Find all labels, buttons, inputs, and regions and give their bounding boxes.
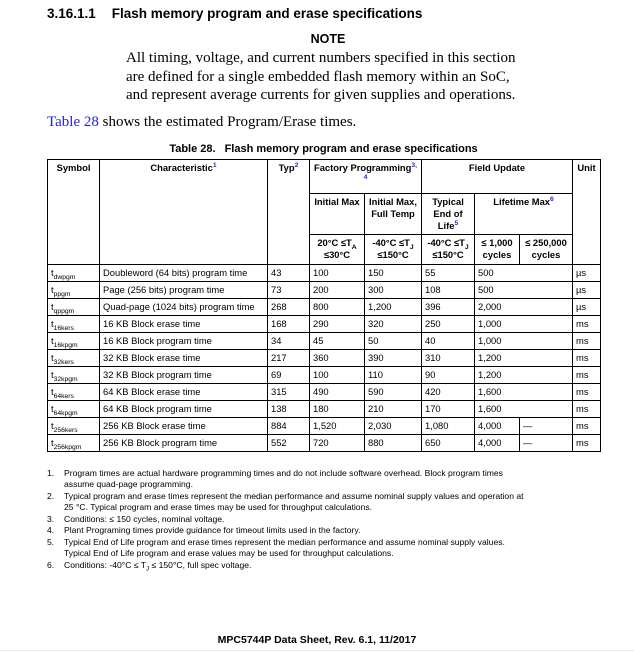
typical-end-of-life-cell: 40 — [422, 332, 475, 349]
footnote-number: 5. — [47, 536, 55, 547]
section-heading — [47, 6, 634, 21]
table-caption-title: Flash memory program and erase specifications — [224, 142, 478, 155]
document-page — [0, 6, 634, 646]
footnote-ref-5[interactable]: 5 — [454, 219, 459, 227]
factory-initial-max-cell: 490 — [310, 383, 365, 400]
unit-cell: µs — [573, 281, 601, 298]
symbol-cell: $t_{256kers}$ — [48, 417, 100, 434]
typ-cell: 315 — [268, 383, 310, 400]
lifetime-1000-cycles-cell: 4,000 — [475, 417, 520, 434]
characteristic-cell: Page (256 bits) program time — [100, 281, 268, 298]
table-row — [48, 281, 601, 298]
col-header-lifetime-max: Lifetime Max$^6$ — [475, 193, 573, 234]
col-header-typical-end-of-life: Typical End of Life$^5$ — [422, 193, 475, 234]
characteristic-cell: 64 KB Block erase time — [100, 383, 268, 400]
characteristic-cell: 32 KB Block program time — [100, 366, 268, 383]
typical-end-of-life-cell: 1,080 — [422, 417, 475, 434]
characteristic-cell: 32 KB Block erase time — [100, 349, 268, 366]
footnote-text: Conditions: $-40^\circ C \le T_J \le 150^\circ C$, full spec voltage. — [64, 559, 252, 573]
unit-cell: µs — [573, 298, 601, 315]
table-row — [48, 315, 601, 332]
symbol-cell: $t_{32kers}$ — [48, 349, 100, 366]
symbol-cell: $t_{256kpgm}$ — [48, 434, 100, 451]
typical-end-of-life-cell: 396 — [422, 298, 475, 315]
footnote — [47, 491, 567, 514]
typ-cell: 73 — [268, 281, 310, 298]
lifetime-max-cell: 500 — [475, 281, 573, 298]
factory-initial-max-full-temp-cell: 1,200 — [365, 298, 422, 315]
col-header-temp-tj-factory: $-40^\circ C \le T_J$ ≤150°C — [365, 234, 422, 264]
factory-initial-max-cell: 45 — [310, 332, 365, 349]
factory-initial-max-cell: 290 — [310, 315, 365, 332]
unit-cell: ms — [573, 315, 601, 332]
table-caption-label: Table 28. — [169, 142, 216, 155]
table-row — [48, 366, 601, 383]
lifetime-1000-cycles-cell: 4,000 — [475, 434, 520, 451]
factory-initial-max-cell: 100 — [310, 366, 365, 383]
factory-initial-max-full-temp-cell: 2,030 — [365, 417, 422, 434]
col-header-temp-tj-field: $-40^\circ C \le T_J$ ≤150°C — [422, 234, 475, 264]
typ-cell: 34 — [268, 332, 310, 349]
factory-initial-max-full-temp-cell: 300 — [365, 281, 422, 298]
typical-end-of-life-cell: 250 — [422, 315, 475, 332]
footnote — [47, 468, 567, 491]
lifetime-max-cell: 1,200 — [475, 366, 573, 383]
lifetime-250000-cycles-cell: — — [520, 434, 573, 451]
footnote-text: Conditions: ≤ 150 cycles, nominal voltage. — [64, 513, 225, 524]
characteristic-cell: 64 KB Block program time — [100, 400, 268, 417]
symbol-cell: $t_{64kpgm}$ — [48, 400, 100, 417]
unit-cell: ms — [573, 383, 601, 400]
typ-cell: 69 — [268, 366, 310, 383]
col-header-symbol: Symbol — [48, 159, 100, 264]
footnotes-block — [47, 468, 567, 572]
unit-cell: ms — [573, 332, 601, 349]
lifetime-max-cell: 2,000 — [475, 298, 573, 315]
factory-initial-max-cell: 200 — [310, 281, 365, 298]
col-header-initial-max-full-temp: Initial Max, Full Temp — [365, 193, 422, 234]
unit-cell: ms — [573, 366, 601, 383]
table-caption — [47, 143, 600, 155]
table-row — [48, 264, 601, 281]
table-row — [48, 298, 601, 315]
page-footer: MPC5744P Data Sheet, Rev. 6.1, 11/2017 — [217, 634, 417, 646]
characteristic-cell: 256 KB Block program time — [100, 434, 268, 451]
table-row — [48, 383, 601, 400]
footnote-number: 4. — [47, 525, 55, 535]
lifetime-max-cell: 1,000 — [475, 315, 573, 332]
footnote-ref-6[interactable]: 6 — [550, 195, 554, 203]
typical-end-of-life-cell: 170 — [422, 400, 475, 417]
typical-end-of-life-cell: 108 — [422, 281, 475, 298]
table-row — [48, 417, 601, 434]
factory-initial-max-full-temp-cell: 150 — [365, 264, 422, 281]
col-header-unit: Unit — [573, 159, 601, 264]
typical-end-of-life-cell: 310 — [422, 349, 475, 366]
symbol-cell: $t_{qppgm}$ — [48, 298, 100, 315]
table-row — [48, 349, 601, 366]
typ-cell: 217 — [268, 349, 310, 366]
characteristic-cell: Doubleword (64 bits) program time — [100, 264, 268, 281]
characteristic-cell: Quad-page (1024 bits) program time — [100, 298, 268, 315]
col-header-characteristic: Characteristic$^1$ — [100, 159, 268, 264]
unit-cell: µs — [573, 264, 601, 281]
lifetime-max-cell: 1,600 — [475, 400, 573, 417]
factory-initial-max-full-temp-cell: 880 — [365, 434, 422, 451]
factory-initial-max-cell: 720 — [310, 434, 365, 451]
factory-initial-max-cell: 800 — [310, 298, 365, 315]
footnote-ref-3-4[interactable]: 3, 4 — [363, 161, 418, 181]
col-header-temp-ta: $20^\circ C \le T_A$ ≤30°C — [310, 234, 365, 264]
factory-initial-max-full-temp-cell: 320 — [365, 315, 422, 332]
symbol-cell: $t_{dwpgm}$ — [48, 264, 100, 281]
footnote — [47, 537, 567, 560]
unit-cell: ms — [573, 349, 601, 366]
table-row — [48, 434, 601, 451]
typical-end-of-life-cell: 420 — [422, 383, 475, 400]
typical-end-of-life-cell: 90 — [422, 366, 475, 383]
typ-cell: 552 — [268, 434, 310, 451]
symbol-cell: $t_{64kers}$ — [48, 383, 100, 400]
symbol-cell: $t_{16kers}$ — [48, 315, 100, 332]
footnote-number: 2. — [47, 490, 55, 501]
factory-initial-max-full-temp-cell: 110 — [365, 366, 422, 383]
typ-cell: 268 — [268, 298, 310, 315]
symbol-cell: $t_{32kpgm}$ — [48, 366, 100, 383]
lifetime-max-cell: 1,600 — [475, 383, 573, 400]
col-header-1000-cycles: ≤ 1,000 cycles — [475, 234, 520, 264]
characteristic-cell: 16 KB Block erase time — [100, 315, 268, 332]
note-text: All timing, voltage, and current numbers specified in this section are defined for a single embedded flash memory within an SoC, and represent average currents for given supplies and operations. — [126, 50, 516, 103]
lifetime-max-cell: 1,000 — [475, 332, 573, 349]
footnote-ref-2[interactable]: 2 — [294, 161, 299, 169]
symbol-cell: $t_{ppgm}$ — [48, 281, 100, 298]
table-28-link[interactable]: Table 28 — [47, 113, 99, 130]
footnote-text: Plant Programing times provide guidance for timeout limits used in the factory. — [64, 525, 361, 535]
factory-initial-max-full-temp-cell: 50 — [365, 332, 422, 349]
section-number: 3.16.1.1 — [47, 6, 96, 21]
typical-end-of-life-cell: 650 — [422, 434, 475, 451]
typ-cell: 168 — [268, 315, 310, 332]
intro-rest: shows the estimated Program/Erase times. — [98, 113, 357, 130]
footnote — [47, 560, 567, 572]
footnote — [47, 525, 567, 537]
footnote-text: Typical program and erase times represent the median performance and assume nominal supply values and operation at 25 °C. Typical program and erase times may be used for throughput calculations. — [64, 490, 524, 512]
footnote-number: 1. — [47, 467, 55, 478]
footnote-text: Typical End of Life program and erase times represent the median performance and assume nominal supply values. Typical End of Life program and erase values may be used for throughput calculations. — [64, 536, 505, 558]
table-row — [48, 400, 601, 417]
col-header-field-update: Field Update — [422, 159, 573, 193]
typ-cell: 138 — [268, 400, 310, 417]
table-row — [48, 332, 601, 349]
footnote-ref-1[interactable]: 1 — [212, 161, 217, 169]
characteristic-cell: 16 KB Block program time — [100, 332, 268, 349]
characteristic-cell: 256 KB Block erase time — [100, 417, 268, 434]
col-header-initial-max: Initial Max — [310, 193, 365, 234]
lifetime-max-cell: 1,200 — [475, 349, 573, 366]
typical-end-of-life-cell: 55 — [422, 264, 475, 281]
lifetime-max-cell: 500 — [475, 264, 573, 281]
factory-initial-max-cell: 100 — [310, 264, 365, 281]
unit-cell: ms — [573, 417, 601, 434]
factory-initial-max-cell: 1,520 — [310, 417, 365, 434]
intro-paragraph — [47, 114, 634, 131]
col-header-250000-cycles: ≤ 250,000 cycles — [520, 234, 573, 264]
footnote-number: 6. — [47, 559, 55, 570]
footnote-text: Program times are actual hardware programming times and do not include software overhead. Block program times assume quad-page programming. — [64, 467, 503, 489]
factory-initial-max-cell: 180 — [310, 400, 365, 417]
footnote — [47, 514, 567, 526]
factory-initial-max-full-temp-cell: 590 — [365, 383, 422, 400]
col-header-typ: Typ$^2$ — [268, 159, 310, 264]
typ-cell: 43 — [268, 264, 310, 281]
note-block — [126, 32, 530, 105]
factory-initial-max-full-temp-cell: 210 — [365, 400, 422, 417]
factory-initial-max-cell: 360 — [310, 349, 365, 366]
unit-cell: ms — [573, 434, 601, 451]
spec-table-body — [48, 264, 601, 451]
spec-table — [47, 159, 601, 452]
typ-cell: 884 — [268, 417, 310, 434]
section-title: Flash memory program and erase specifications — [111, 6, 423, 21]
symbol-cell: $t_{16kpgm}$ — [48, 332, 100, 349]
col-header-factory-programming: Factory Programming$^{3, 4}$ — [310, 159, 422, 193]
header-row-1 — [48, 159, 601, 193]
lifetime-250000-cycles-cell: — — [520, 417, 573, 434]
footnote-number: 3. — [47, 513, 55, 524]
bottom-rule — [0, 650, 634, 651]
factory-initial-max-full-temp-cell: 390 — [365, 349, 422, 366]
note-label: NOTE — [310, 32, 346, 46]
unit-cell: ms — [573, 400, 601, 417]
